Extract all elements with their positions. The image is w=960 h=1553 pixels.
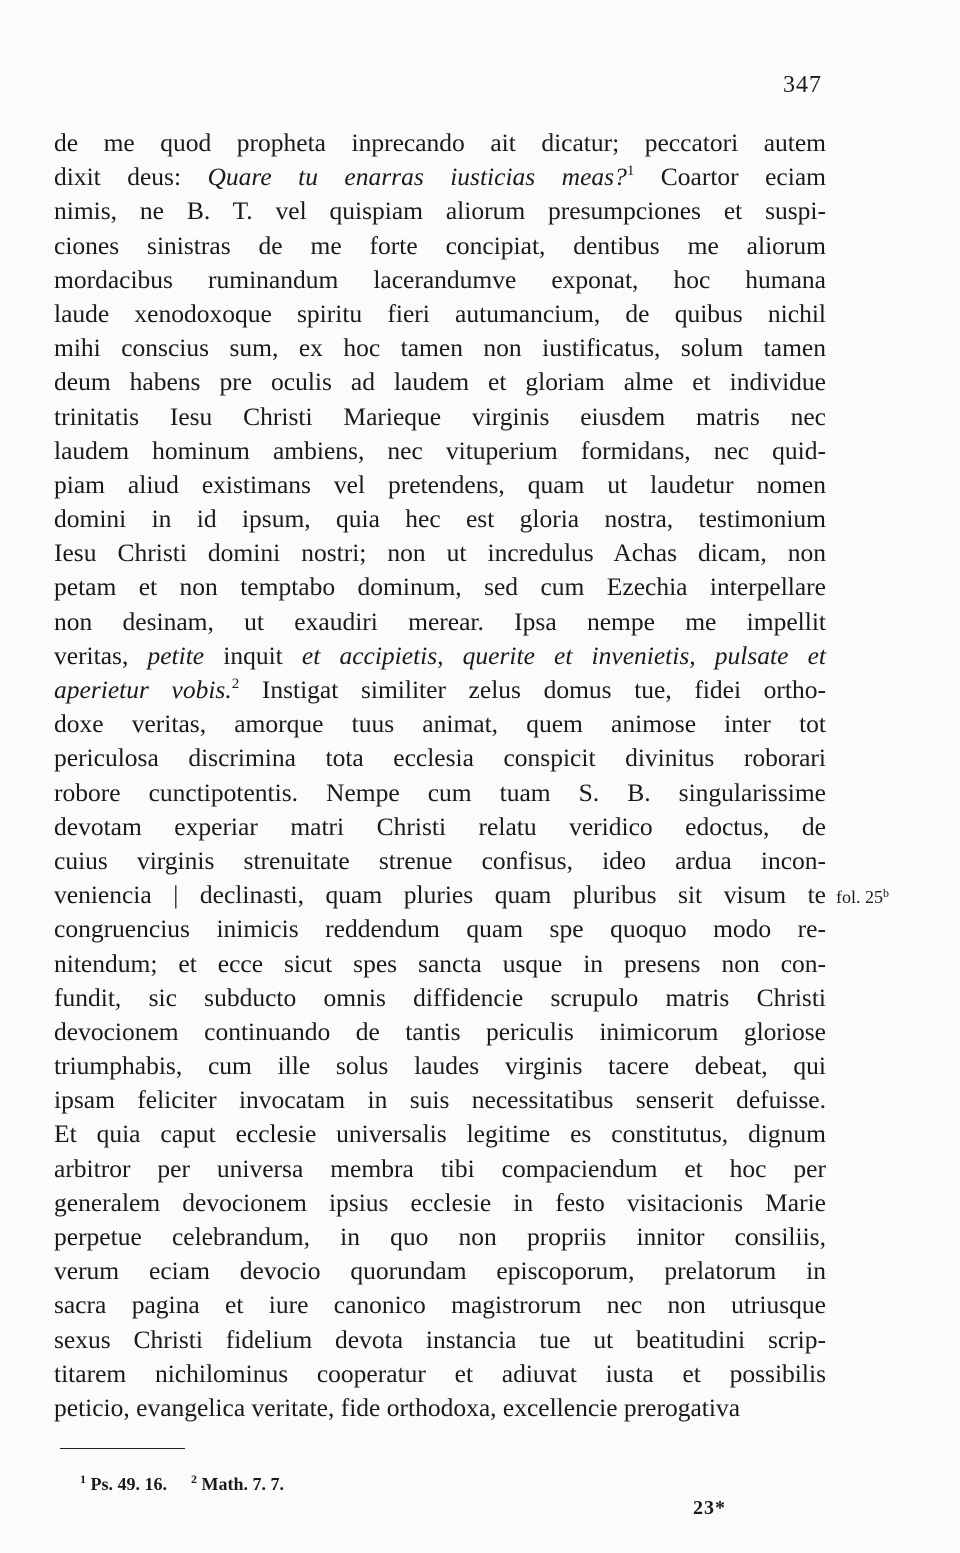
text-line (54, 1015, 826, 1049)
text-segment: laude xenodoxoque spiritu fieri autumancium, de quibus nichil (54, 298, 826, 328)
text-segment: ipsam feliciter invocatam in suis necessitatibus senserit defuisse. (54, 1085, 826, 1115)
text-line (54, 844, 826, 878)
italic-text: aperietur vobis. (54, 675, 232, 704)
text-segment: laudem hominum ambiens, nec vituperium formidans, nec quid- (54, 435, 826, 465)
text-segment: Iesu Christi domini nostri; non ut incredulus Achas dicam, non (54, 538, 826, 568)
footnote-2-text: Math. 7. 7. (197, 1474, 284, 1494)
text-line (54, 810, 826, 844)
text-segment: generalem devocionem ipsius ecclesie in festo visitacionis Marie (54, 1187, 826, 1217)
text-segment: robore cunctipotentis. Nempe cum tuam S. B. singularissime (54, 777, 826, 807)
text-segment: titarem nichilominus cooperatur et adiuvat iusta et possibilis (54, 1358, 826, 1388)
footnote-reference: 2 (231, 676, 240, 692)
text-segment: Coartor eciam (634, 162, 826, 192)
text-line (54, 126, 826, 160)
text-line (54, 536, 826, 570)
text-line (54, 297, 826, 331)
text-line (54, 741, 826, 775)
text-line (54, 1391, 826, 1425)
text-line (54, 570, 826, 604)
text-line (54, 639, 826, 673)
text-segment: Instigat similiter zelus domus tue, fidei ortho- (239, 675, 826, 704)
text-line (54, 331, 826, 365)
text-segment: periculosa discrimina tota ecclesia conspicit divinitus roborari (54, 743, 826, 773)
text-segment: congruencius inimicis reddendum quam spe quoquo modo re- (54, 914, 826, 944)
footnote-reference: 1 (626, 163, 635, 180)
text-line (54, 263, 826, 297)
text-segment: veniencia | declinasti, quam pluries quam pluribus sit visum te (54, 880, 826, 910)
text-segment: sacra pagina et iure canonico magistrorum nec non utriusque (54, 1290, 826, 1320)
margin-note-folio (836, 886, 889, 908)
page-number: 347 (783, 72, 822, 98)
text-segment: de me quod propheta inprecando ait dicatur; peccatori autem (54, 128, 826, 157)
text-segment: nitendum; et ecce sicut spes sancta usque in presens non con- (54, 948, 826, 978)
text-segment: mihi conscius sum, ex hoc tamen non iustificatus, solum tamen (54, 333, 826, 363)
text-line (54, 776, 826, 810)
footnote-rule (60, 1448, 185, 1449)
text-line (54, 194, 826, 228)
text-line (54, 1288, 826, 1322)
text-line (54, 673, 826, 707)
text-line (54, 981, 826, 1015)
text-segment: deum habens pre oculis ad laudem et gloriam alme et individue (54, 367, 826, 397)
text-line (54, 160, 826, 194)
text-segment: veritas, (54, 640, 148, 670)
margin-note-text: fol. 25 (836, 887, 883, 907)
text-line (54, 1117, 826, 1151)
text-line (54, 434, 826, 468)
text-line (54, 1323, 826, 1357)
text-line (54, 605, 826, 639)
footnote-2 (191, 1474, 284, 1494)
text-segment: inquit (204, 640, 302, 670)
text-segment: piam aliud existimans vel pretendens, quam ut laudetur nomen (54, 469, 826, 499)
text-segment: non desinam, ut exaudiri merear. Ipsa nempe me impellit (54, 606, 826, 636)
text-line (54, 1083, 826, 1117)
text-line (54, 468, 826, 502)
text-segment: ciones sinistras de me forte concipiat, dentibus me aliorum (54, 230, 826, 260)
text-line (54, 878, 826, 912)
text-segment: doxe veritas, amorque tuus animat, quem animose inter tot (54, 709, 826, 739)
text-line (54, 1186, 826, 1220)
text-line (54, 1152, 826, 1186)
text-segment: domini in id ipsum, quia hec est gloria nostra, testimonium (54, 504, 826, 534)
margin-note-sup: b (883, 886, 889, 900)
text-line (54, 229, 826, 263)
italic-text: petite (147, 640, 205, 670)
text-line (54, 1357, 826, 1391)
italic-text: Quare tu enarras iusticias meas? (207, 162, 627, 192)
text-segment: perpetue celebrandum, in quo non propriis innitor consiliis, (54, 1222, 826, 1251)
text-segment: cuius virginis strenuitate strenue confisus, ideo ardua incon- (54, 845, 826, 875)
text-line (54, 502, 826, 536)
text-segment: verum eciam devocio quorundam episcoporum, prelatorum in (54, 1256, 826, 1286)
text-segment: petam et non temptabo dominum, sed cum Ezechia interpellare (54, 572, 826, 602)
text-segment: trinitatis Iesu Christi Marieque virginis eiusdem matris nec (54, 401, 826, 431)
printer-signature: 23* (693, 1497, 726, 1519)
text-line (54, 1049, 826, 1083)
text-segment: Et quia caput ecclesie universalis legitime es constitutus, dignum (54, 1119, 826, 1149)
body-text (54, 126, 826, 1425)
text-line (54, 912, 826, 946)
text-segment: mordacibus ruminandum lacerandumve exponat, hoc humana (54, 264, 826, 294)
text-segment: triumphabis, cum ille solus laudes virginis tacere debeat, qui (54, 1051, 826, 1081)
text-segment: fundit, sic subducto omnis diffidencie scrupulo matris Christi (54, 982, 826, 1012)
text-segment: peticio, evangelica veritate, fide orthodoxa, excellencie prerogativa (54, 1392, 741, 1422)
text-line (54, 400, 826, 434)
footnote-1-text: Ps. 49. 16. (86, 1474, 167, 1494)
text-line (54, 1220, 826, 1254)
text-line (54, 947, 826, 981)
footnote-1 (80, 1474, 167, 1494)
text-segment: devotam experiar matri Christi relatu veridico edoctus, de (54, 811, 826, 841)
text-segment: sexus Christi fidelium devota instancia tue ut beatitudini scrip- (54, 1324, 826, 1354)
text-segment: dixit deus: (54, 162, 208, 192)
text-line (54, 1254, 826, 1288)
italic-text: et accipietis, querite et invenietis, pulsate et (301, 640, 826, 670)
text-segment: devocionem continuando de tantis periculis inimicorum gloriose (54, 1016, 826, 1046)
text-line (54, 707, 826, 741)
text-segment: nimis, ne B. T. vel quispiam aliorum presumpciones et suspi- (54, 196, 826, 226)
footnote-2-mark: 2 (191, 1472, 197, 1486)
text-segment: arbitror per universa membra tibi compaciendum et hoc per (54, 1153, 826, 1183)
footnote-1-mark: 1 (80, 1472, 86, 1486)
footnotes (80, 1472, 308, 1495)
text-line (54, 365, 826, 399)
